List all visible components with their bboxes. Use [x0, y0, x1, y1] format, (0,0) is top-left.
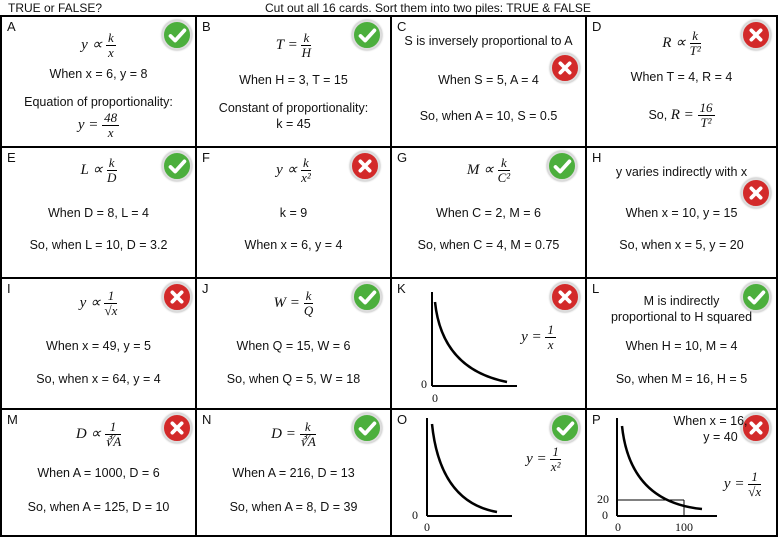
card-d[interactable]	[587, 17, 778, 148]
card-letter: I	[7, 281, 11, 296]
card-letter: C	[397, 19, 407, 34]
card-result: So, when A = 10, S = 0.5	[419, 109, 558, 123]
card-letter: D	[592, 19, 602, 34]
card-result: So, when Q = 5, W = 18	[226, 372, 361, 386]
card-letter: L	[592, 281, 600, 296]
card-result: So, when C = 4, M = 0.75	[417, 238, 560, 252]
card-l[interactable]	[587, 279, 778, 410]
card-given: When x = 6, y = 8	[49, 67, 148, 81]
card-g[interactable]	[392, 148, 587, 279]
card-result: So, when x = 5, y = 20	[619, 238, 744, 252]
card-j[interactable]	[197, 279, 392, 410]
card-given: When H = 10, M = 4	[625, 339, 738, 353]
card-result: y = $\frac{48}{x}$	[77, 110, 118, 140]
tick-y-label: 20	[597, 492, 609, 506]
origin-x-label: 0	[432, 391, 438, 405]
card-statement: M is indirectly	[643, 294, 720, 308]
card-formula: W = $\frac{k}{Q}$	[273, 288, 314, 318]
card-a[interactable]	[2, 17, 197, 148]
origin-y-label: 0	[602, 508, 608, 522]
card-h[interactable]	[587, 148, 778, 279]
card-formula: R ∝ $\frac{k}{\text{T²}}$	[662, 28, 701, 58]
card-given: When x = 16,	[673, 414, 748, 428]
card-result: So, when L = 10, D = 3.2	[29, 238, 168, 252]
card-letter: F	[202, 150, 210, 165]
card-result: When x = 6, y = 4	[244, 238, 343, 252]
card-result: So, when M = 16, H = 5	[615, 372, 748, 386]
origin-x-label: 0	[424, 520, 430, 534]
card-letter: A	[7, 19, 16, 34]
card-statement: S is inversely proportional to A	[404, 34, 573, 48]
card-result: So, when x = 64, y = 4	[36, 372, 161, 386]
check-icon	[550, 413, 580, 443]
card-e[interactable]	[2, 148, 197, 279]
card-formula: y ∝ $\frac{k}{x}$	[81, 30, 114, 60]
card-o[interactable]	[392, 410, 587, 535]
card-given: k = 9	[279, 206, 308, 220]
card-result: So, when A = 125, D = 10	[27, 500, 170, 514]
card-statement: proportional to H squared	[610, 310, 753, 324]
card-letter: B	[202, 19, 211, 34]
card-letter: N	[202, 412, 212, 427]
card-letter: G	[397, 150, 408, 165]
card-f[interactable]	[197, 148, 392, 279]
card-given: When T = 4, R = 4	[630, 70, 733, 84]
card-given: When S = 5, A = 4	[438, 73, 539, 87]
card-given: When A = 1000, D = 6	[37, 466, 160, 480]
card-result: k = 45	[276, 117, 311, 131]
card-formula: D ∝ $\frac{1}{∛A}$	[75, 419, 122, 449]
tick-x-label: 100	[675, 520, 693, 534]
card-formula: M ∝ $\frac{k}{\text{C²}}$	[466, 155, 511, 185]
card-result: So, when A = 8, D = 39	[229, 500, 358, 514]
card-given: When C = 2, M = 6	[436, 206, 541, 220]
card-label: Equation of proportionality:	[24, 95, 173, 109]
card-grid	[0, 15, 778, 537]
worksheet-header	[0, 0, 780, 16]
card-formula: y ∝ $\frac{1}{√x}$	[79, 288, 118, 318]
card-n[interactable]	[197, 410, 392, 535]
card-statement: y varies indirectly with x	[615, 165, 748, 179]
card-formula: y = $\frac{1}{x}$	[521, 322, 554, 352]
card-formula: y = $\frac{1}{√x}$	[723, 469, 762, 499]
card-formula: D = $\frac{k}{∛A}$	[271, 419, 316, 449]
card-k[interactable]	[392, 279, 587, 410]
card-given: When Q = 15, W = 6	[236, 339, 351, 353]
header-title: TRUE or FALSE?	[8, 1, 103, 15]
card-p[interactable]	[587, 410, 778, 535]
card-letter: E	[7, 150, 16, 165]
card-given: When x = 49, y = 5	[46, 339, 151, 353]
card-formula: y ∝ $\frac{k}{\text{x²}}$	[276, 155, 311, 185]
header-instructions: Cut out all 16 cards. Sort them into two piles: TRUE & FALSE	[265, 1, 591, 15]
card-label: Constant of proportionality:	[218, 101, 369, 115]
card-given: When H = 3, T = 15	[239, 73, 348, 87]
card-formula: y = $\frac{1}{\text{x²}}$	[526, 444, 561, 474]
card-b[interactable]	[197, 17, 392, 148]
card-i[interactable]	[2, 279, 197, 410]
card-given: y = 40	[703, 430, 738, 444]
card-c[interactable]	[392, 17, 587, 148]
card-letter: P	[592, 412, 601, 427]
card-formula: L ∝ $\frac{k}{D}$	[80, 155, 117, 185]
card-letter: O	[397, 412, 408, 427]
cross-icon	[741, 178, 771, 208]
origin-y-label: 0	[421, 377, 427, 391]
card-given: When A = 216, D = 13	[232, 466, 355, 480]
card-m[interactable]	[2, 410, 197, 535]
card-result: So, R = $\frac{16}{\text{T²}}$	[648, 100, 713, 130]
card-letter: M	[7, 412, 18, 427]
card-given: When D = 8, L = 4	[48, 206, 149, 220]
origin-y-label: 0	[412, 508, 418, 522]
origin-x-label: 0	[615, 520, 621, 534]
card-given: When x = 10, y = 15	[625, 206, 738, 220]
card-letter: J	[202, 281, 209, 296]
card-letter: H	[592, 150, 602, 165]
card-formula: T = $\frac{k}{H}$	[275, 30, 312, 60]
card-letter: K	[397, 281, 406, 296]
